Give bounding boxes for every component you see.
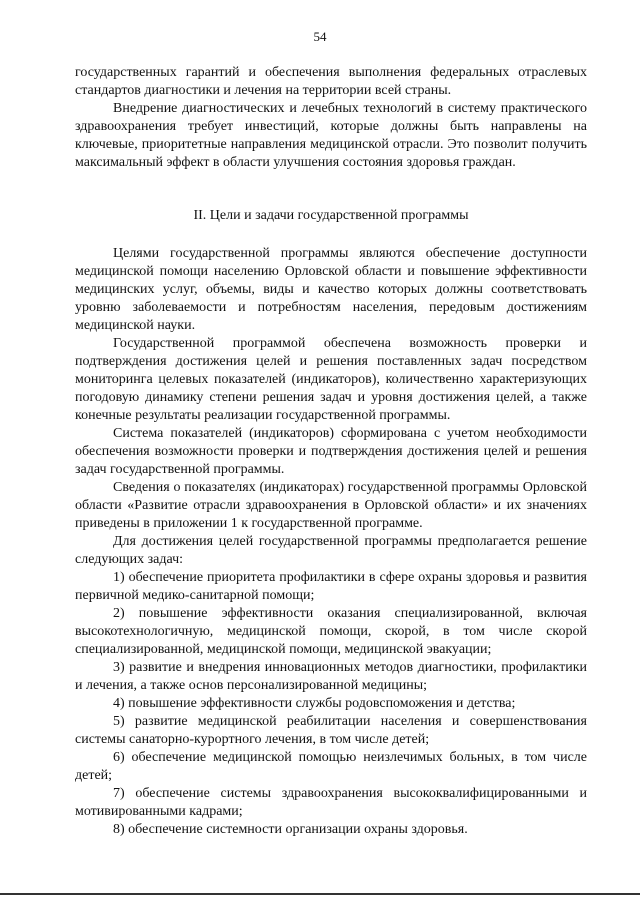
paragraph: Целями государственной программы являются обеспечение доступности медицинской помощи населению Орловской области и повышение эффективности медицинских услуг, объемы, виды и качество которых должны соответствовать уровню заболеваемости и потребностям населения, передовым достижениям медицинской науки.: [75, 246, 587, 333]
task-item: 4) повышение эффективности службы родовспоможения и детства;: [113, 696, 516, 711]
paragraph: Сведения о показателях (индикаторах) государственной программы Орловской области «Развитие отрасли здравоохранения в Орловской области» и их значениях приведены в приложении 1 к государственной программе.: [75, 480, 587, 531]
task-item: 7) обеспечение системы здравоохранения высококвалифицированными и мотивированными кадрами;: [75, 786, 587, 819]
paragraph: Для достижения целей государственной программы предполагается решение следующих задач:: [75, 534, 587, 567]
task-item: 8) обеспечение системности организации охраны здоровья.: [113, 822, 468, 837]
paragraph: Государственной программой обеспечена возможность проверки и подтверждения достижения целей и решения поставленных задач посредством мониторинга целевых показателей (индикаторов), количественно характеризующих погодовую динамику степени решения задач и уровня достижения целей, а также конечные результаты реализации государственной программы.: [75, 336, 587, 423]
task-item: 1) обеспечение приоритета профилактики в сфере охраны здоровья и развития первичной медико-санитарной помощи;: [75, 570, 587, 603]
task-item: 3) развитие и внедрения инновационных методов диагностики, профилактики и лечения, а также основ персонализированной медицины;: [75, 660, 587, 693]
task-item: 5) развитие медицинской реабилитации населения и совершенствования системы санаторно-курортного лечения, в том числе детей;: [75, 714, 587, 747]
page-number: 54: [313, 29, 327, 44]
intro-text: [75, 64, 587, 172]
bottom-rule: [0, 893, 640, 895]
section-body: [75, 245, 587, 839]
task-item: 2) повышение эффективности оказания специализированной, включая высокотехнологичную, медицинской помощи, скорой, в том числе скорой специализированной, медицинской помощи, медицинской эвакуации;: [75, 606, 587, 657]
paragraph: государственных гарантий и обеспечения выполнения федеральных отраслевых стандартов диагностики и лечения на территории всей страны.: [75, 65, 587, 98]
paragraph: Внедрение диагностических и лечебных технологий в систему практического здравоохранения требует инвестиций, которые должны быть направлены на ключевые, приоритетные направления медицинской отрасли. Это позволит получить максимальный эффект в области улучшения состояния здоровья граждан.: [75, 101, 587, 170]
paragraph: Система показателей (индикаторов) сформирована с учетом необходимости обеспечения возможности проверки и подтверждения достижения целей и решения задач государственной программы.: [75, 426, 587, 477]
section-heading: II. Цели и задачи государственной программы: [193, 208, 469, 223]
task-item: 6) обеспечение медицинской помощью неизлечимых больных, в том числе детей;: [75, 750, 587, 783]
